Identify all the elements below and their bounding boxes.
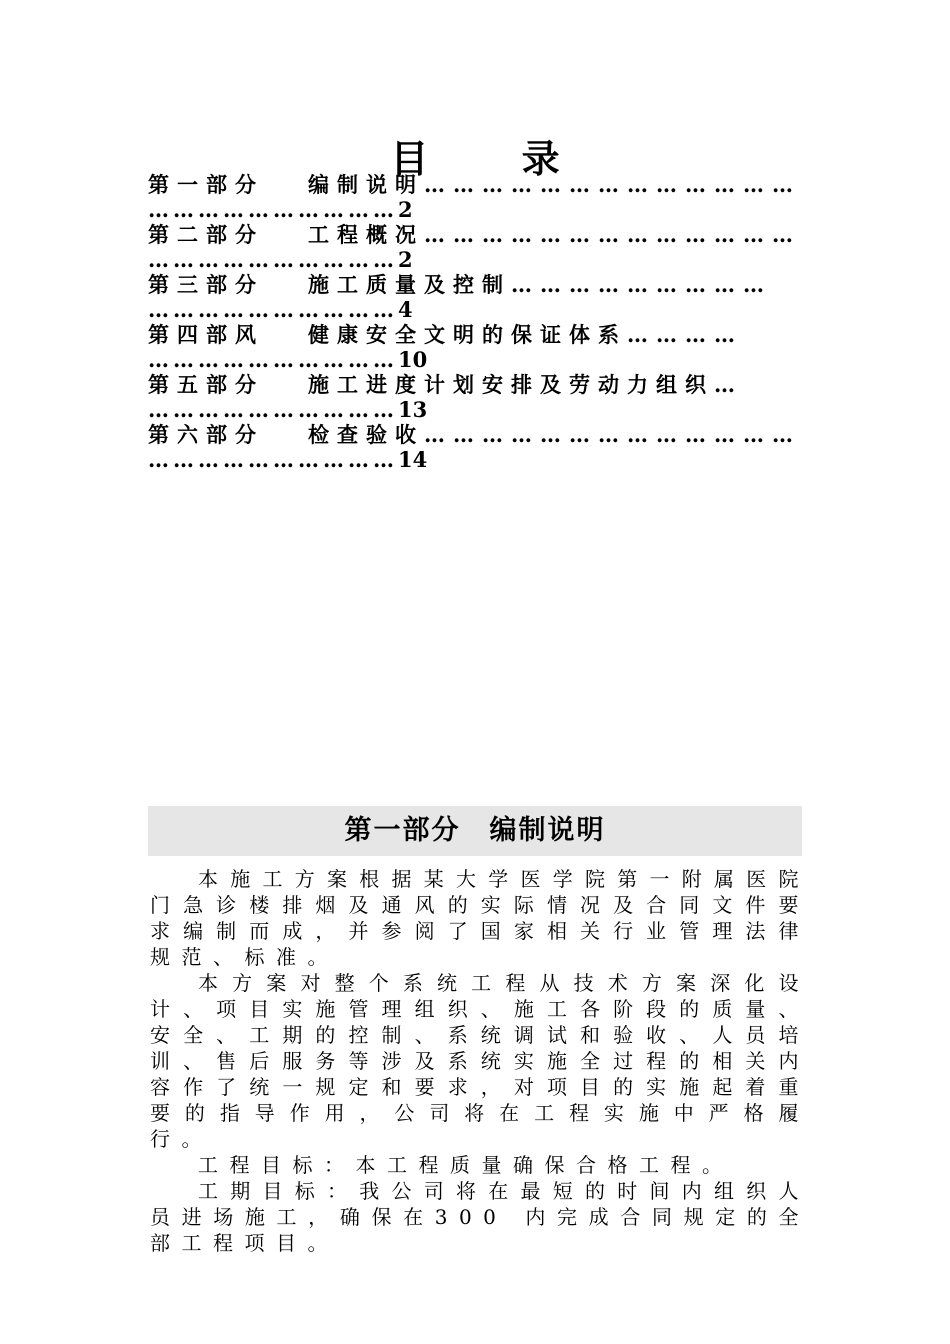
toc-leader-dots: ………………………… <box>148 197 398 222</box>
toc-entry[interactable] <box>148 422 801 472</box>
toc-part: 第四部风 <box>148 322 264 347</box>
body-paragraph: 工期目标：我公司将在最短的时间内组织人员进场施工，确保在300 内完成合同规定的全部工程项目。 <box>150 1179 810 1255</box>
toc-entry[interactable] <box>148 322 788 372</box>
toc-page-number: 2 <box>398 197 413 222</box>
body-paragraph: 本方案对整个系统工程从技术方案深化设计、项目实施管理组织、施工各阶段的质量、安全、工期的控制、系统调试和验收、人员培训、售后服务等涉及系统实施全过程的相关内容作了统一规定和要求，对项目的实施起着重要的指导作用，公司将在工程实施中严格履行。 <box>150 971 810 1151</box>
toc-leader-dots: ………… <box>627 322 743 347</box>
toc-leader-dots: ………………………………… <box>424 172 801 197</box>
toc-part: 第二部分 <box>148 222 264 247</box>
toc-entry[interactable] <box>148 222 801 272</box>
toc-part: 第六部分 <box>148 422 264 447</box>
toc-page-number: 2 <box>398 247 413 272</box>
toc-leader-dots: … <box>714 372 743 397</box>
toc-leader-dots: ………………………… <box>148 297 398 322</box>
table-of-contents <box>148 172 801 472</box>
toc-entry[interactable] <box>148 372 788 422</box>
toc-entry-title: 健康安全文明的保证体系 <box>308 322 627 347</box>
toc-title: 目 录 <box>390 136 600 181</box>
toc-part: 第五部分 <box>148 372 264 397</box>
toc-leader-dots: ………………………………… <box>424 222 801 247</box>
toc-leader-dots: ………………………… <box>148 397 398 422</box>
section-body <box>150 866 810 1256</box>
toc-page-number: 10 <box>398 347 428 372</box>
toc-entry-title: 施工质量及控制 <box>308 272 511 297</box>
toc-leader-dots: ………………………… <box>148 347 398 372</box>
section-heading: 第一部分 编制说明 <box>148 806 802 856</box>
toc-leader-dots: ………………………… <box>148 447 398 472</box>
toc-leader-dots: ………………………… <box>148 247 398 272</box>
toc-entry-title: 编制说明 <box>308 172 424 197</box>
toc-page-number: 4 <box>398 297 413 322</box>
body-paragraph: 工程目标：本工程质量确保合格工程。 <box>198 1153 734 1177</box>
toc-leader-dots: ……………………… <box>511 272 772 297</box>
toc-entry-title: 施工进度计划安排及劳动力组织 <box>308 372 714 397</box>
toc-page-number: 14 <box>398 447 428 472</box>
toc-entry-title: 检查验收 <box>308 422 424 447</box>
toc-part: 第一部分 <box>148 172 264 197</box>
toc-page-number: 13 <box>398 397 428 422</box>
toc-entry-title: 工程概况 <box>308 222 424 247</box>
toc-entry[interactable] <box>148 172 801 222</box>
toc-entry[interactable] <box>148 272 788 322</box>
body-paragraph: 本施工方案根据某大学医学院第一附属医院门急诊楼排烟及通风的实际情况及合同文件要求编制而成，并参阅了国家相关行业管理法律规范、标准。 <box>150 867 810 969</box>
toc-leader-dots: ………………………………… <box>424 422 801 447</box>
toc-part: 第三部分 <box>148 272 264 297</box>
